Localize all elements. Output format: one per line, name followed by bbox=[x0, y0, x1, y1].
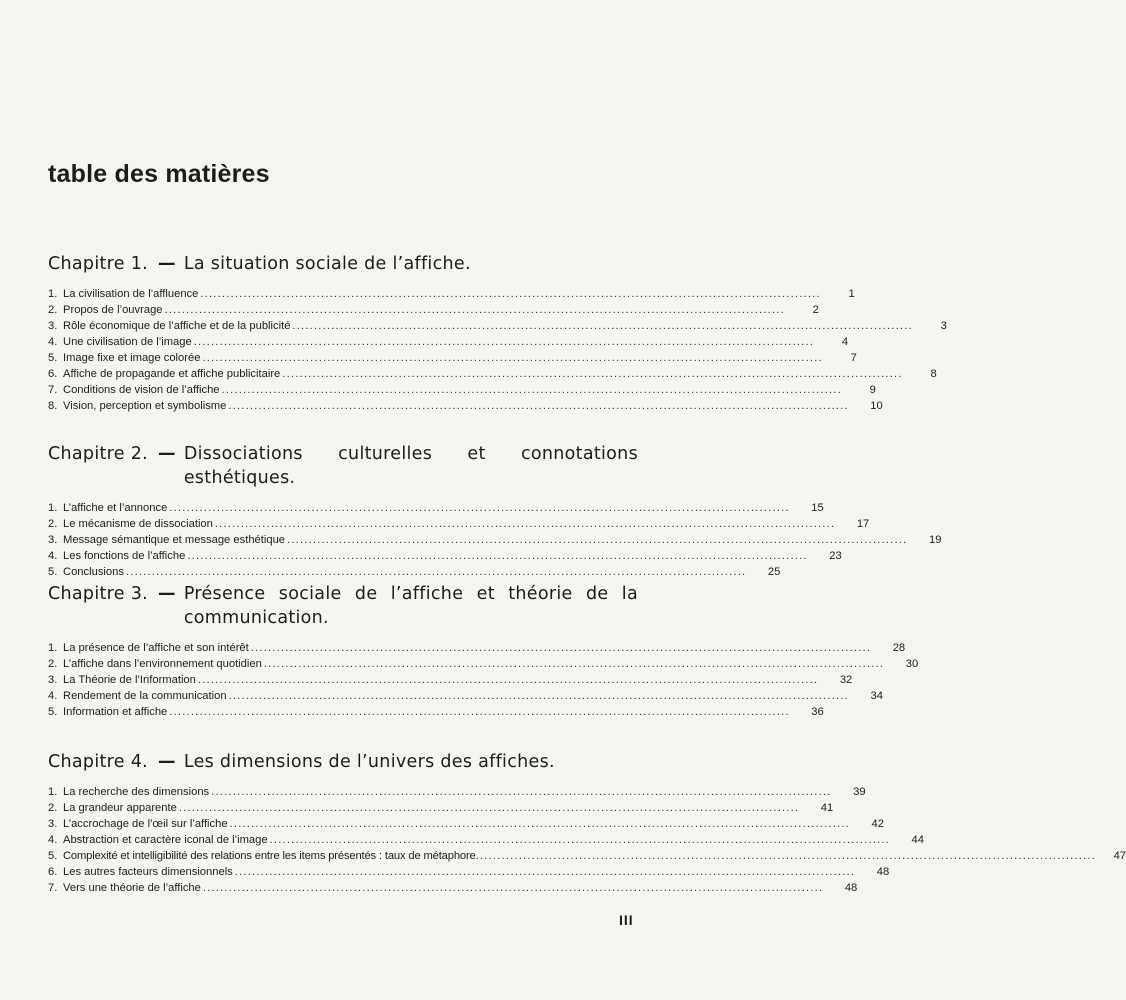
toc-entry bbox=[48, 350, 857, 366]
entry-title: Les fonctions de l’affiche bbox=[63, 550, 186, 562]
entry-page: 10 bbox=[870, 400, 883, 412]
entry-page: 44 bbox=[911, 834, 924, 846]
chapter-title: Les dimensions de l’univers des affiches. bbox=[183, 752, 555, 772]
entry-title: L’affiche dans l’environnement quotidien bbox=[63, 658, 262, 670]
toc-entry bbox=[48, 816, 884, 832]
chapter-dash: — bbox=[158, 584, 176, 604]
chapter-number: Chapitre 2. bbox=[48, 444, 149, 464]
toc-entry bbox=[48, 516, 870, 532]
toc-entry bbox=[48, 800, 834, 816]
entry-title: Vers une théorie de l’affiche bbox=[63, 882, 201, 894]
entry-page: 41 bbox=[820, 802, 834, 814]
dot-leader: ................................................................................................................................................ bbox=[263, 658, 885, 670]
entry-page: 39 bbox=[853, 786, 866, 798]
entry-title: Information et affiche bbox=[63, 706, 168, 718]
toc-entry bbox=[48, 672, 853, 688]
dot-leader: ................................................................................................................................................ bbox=[292, 320, 913, 332]
entry-number: 6. bbox=[48, 866, 58, 878]
chapter-2 bbox=[48, 442, 942, 580]
dot-leader: ................................................................................................................................................ bbox=[202, 352, 823, 364]
entry-page: 8 bbox=[930, 368, 937, 380]
entry-number: 5. bbox=[48, 566, 58, 578]
chapter-title: Présence sociale de l’affiche et théorie de la communication. bbox=[183, 584, 638, 628]
entry-title: L’accrochage de l’œil sur l’affiche bbox=[63, 818, 228, 830]
chapter-heading bbox=[48, 442, 638, 490]
entry-title: Rendement de la communication bbox=[63, 690, 227, 702]
entry-number: 2. bbox=[48, 304, 58, 316]
dot-leader: ................................................................................................................................................ bbox=[125, 566, 747, 578]
dot-leader: ................................................................................................................................................ bbox=[234, 866, 856, 878]
entry-title: La recherche des dimensions bbox=[63, 786, 210, 798]
chapter-number: Chapitre 4. bbox=[48, 752, 149, 772]
entry-title: Message sémantique et message esthétique bbox=[63, 534, 286, 546]
entry-number: 4. bbox=[48, 690, 58, 702]
entry-number: 3. bbox=[48, 674, 58, 686]
entry-page: 3 bbox=[940, 320, 947, 332]
entry-page: 47 bbox=[1113, 850, 1126, 862]
toc-entry bbox=[48, 832, 924, 848]
toc-entry bbox=[48, 302, 819, 318]
entry-page: 7 bbox=[850, 352, 857, 364]
chapter-dash: — bbox=[158, 752, 176, 772]
chapter-title: La situation sociale de l’affiche. bbox=[183, 254, 471, 274]
toc-entry bbox=[48, 398, 883, 414]
dot-leader: ................................................................................................................................................ bbox=[169, 502, 790, 514]
entry-number: 4. bbox=[48, 336, 58, 348]
chapter-number: Chapitre 1. bbox=[48, 254, 149, 274]
entry-title: La grandeur apparente bbox=[63, 802, 177, 814]
dot-leader: ................................................................................................................................................ bbox=[197, 674, 819, 686]
dot-leader: ................................................................................................................................................ bbox=[250, 642, 872, 654]
entry-page: 15 bbox=[811, 502, 824, 514]
chapter-dash: — bbox=[158, 254, 176, 274]
entry-number: 7. bbox=[48, 882, 58, 894]
dot-leader: ................................................................................................................................................ bbox=[193, 336, 815, 348]
toc-entry bbox=[48, 286, 855, 302]
dot-leader: ................................................................................................................................................ bbox=[229, 818, 850, 830]
dot-leader: ................................................................................................................................................ bbox=[287, 534, 908, 546]
entry-page: 30 bbox=[905, 658, 919, 670]
entry-title: Les autres facteurs dimensionnels bbox=[63, 866, 233, 878]
chapter-dash: — bbox=[158, 444, 176, 464]
entry-title: Complexité et intelligibilité des relations entre les items présentés : taux de métaphore bbox=[63, 850, 476, 862]
toc-entry bbox=[48, 318, 947, 334]
entry-title: Propos de l’ouvrage bbox=[63, 304, 163, 316]
entry-page: 34 bbox=[870, 690, 883, 702]
entry-number: 7. bbox=[48, 384, 58, 396]
entry-number: 3. bbox=[48, 818, 58, 830]
chapter-3 bbox=[48, 582, 919, 720]
chapter-heading bbox=[48, 582, 638, 630]
toc-entry bbox=[48, 366, 937, 382]
entry-page: 9 bbox=[869, 384, 876, 396]
toc-entry bbox=[48, 334, 849, 350]
entry-page: 2 bbox=[812, 304, 819, 316]
entry-number: 4. bbox=[48, 834, 58, 846]
page-number: III bbox=[619, 912, 634, 928]
entry-title: Vision, perception et symbolisme bbox=[63, 400, 227, 412]
entry-number: 2. bbox=[48, 658, 58, 670]
toc-entry bbox=[48, 704, 824, 720]
dot-leader: ................................................................................................................................................ bbox=[221, 384, 842, 396]
toc-entry bbox=[48, 500, 824, 516]
entry-title: La civilisation de l’affluence bbox=[63, 288, 199, 300]
dot-leader: ................................................................................................................................................ bbox=[228, 690, 849, 702]
entry-page: 23 bbox=[829, 550, 842, 562]
entry-page: 42 bbox=[871, 818, 884, 830]
dot-leader: ................................................................................................................................................ bbox=[178, 802, 800, 814]
toc-entry bbox=[48, 880, 858, 896]
toc-entry bbox=[48, 864, 890, 880]
entry-page: 28 bbox=[892, 642, 906, 654]
entry-number: 1. bbox=[48, 502, 58, 514]
toc-entry bbox=[48, 848, 1126, 864]
entry-title: Abstraction et caractère iconal de l’image bbox=[63, 834, 268, 846]
entry-page: 25 bbox=[767, 566, 781, 578]
toc-entry bbox=[48, 640, 906, 656]
entry-title: Conditions de vision de l’affiche bbox=[63, 384, 220, 396]
entry-page: 4 bbox=[841, 336, 849, 348]
toc-entry bbox=[48, 532, 942, 548]
entry-page: 32 bbox=[839, 674, 853, 686]
dot-leader: ................................................................................................................................................ bbox=[214, 518, 836, 530]
entry-title: Image fixe et image colorée bbox=[63, 352, 201, 364]
entry-page: 1 bbox=[848, 288, 855, 300]
entry-title: Conclusions bbox=[63, 566, 124, 578]
chapter-heading bbox=[48, 252, 638, 276]
entry-number: 1. bbox=[48, 642, 58, 654]
entry-title: Affiche de propagande et affiche publicitaire bbox=[63, 368, 281, 380]
chapter-title: Dissociations culturelles et connotations esthétiques. bbox=[183, 444, 638, 488]
chapter-1 bbox=[48, 252, 947, 414]
chapter-number: Chapitre 3. bbox=[48, 584, 149, 604]
entry-number: 3. bbox=[48, 534, 58, 546]
entry-number: 5. bbox=[48, 850, 58, 862]
entry-page: 36 bbox=[811, 706, 824, 718]
entry-number: 3. bbox=[48, 320, 58, 332]
entry-number: 5. bbox=[48, 352, 58, 364]
entry-title: L’affiche et l’annonce bbox=[63, 502, 168, 514]
entry-title: Le mécanisme de dissociation bbox=[63, 518, 213, 530]
chapter-4 bbox=[48, 750, 1126, 896]
entry-number: 2. bbox=[48, 802, 58, 814]
dot-leader: ................................................................................................................................................ bbox=[228, 400, 849, 412]
toc-entry bbox=[48, 564, 781, 580]
entry-title: Une civilisation de l’image bbox=[63, 336, 192, 348]
entry-title: La présence de l’affiche et son intérêt bbox=[63, 642, 249, 654]
entry-number: 5. bbox=[48, 706, 58, 718]
dot-leader: ................................................................................................................................................ bbox=[211, 786, 832, 798]
dot-leader: ................................................................................................................................................ bbox=[169, 706, 790, 718]
dot-leader: ................................................................................................................................................ bbox=[269, 834, 890, 846]
dot-leader: ................................................................................................................................................ bbox=[200, 288, 821, 300]
toc-entry bbox=[48, 382, 876, 398]
entry-number: 8. bbox=[48, 400, 58, 412]
toc-entry bbox=[48, 688, 883, 704]
page-title: table des matières bbox=[48, 160, 270, 188]
dot-leader: ................................................................................................................................................ bbox=[475, 850, 1097, 862]
dot-leader: ................................................................................................................................................ bbox=[282, 368, 903, 380]
entry-page: 48 bbox=[844, 882, 858, 894]
entry-number: 1. bbox=[48, 786, 58, 798]
toc-entry bbox=[48, 548, 842, 564]
entry-page: 48 bbox=[876, 866, 890, 878]
entry-number: 6. bbox=[48, 368, 58, 380]
entry-number: 2. bbox=[48, 518, 58, 530]
entry-page: 17 bbox=[856, 518, 870, 530]
entry-number: 1. bbox=[48, 288, 58, 300]
dot-leader: ................................................................................................................................................ bbox=[164, 304, 785, 316]
toc-entry bbox=[48, 656, 919, 672]
entry-page: 19 bbox=[928, 534, 942, 546]
chapter-heading bbox=[48, 750, 638, 774]
entry-number: 4. bbox=[48, 550, 58, 562]
entry-title: Rôle économique de l’affiche et de la publicité bbox=[63, 320, 291, 332]
dot-leader: ................................................................................................................................................ bbox=[202, 882, 824, 894]
toc-entry bbox=[48, 784, 866, 800]
dot-leader: ................................................................................................................................................ bbox=[187, 550, 808, 562]
entry-title: La Théorie de l’Information bbox=[63, 674, 196, 686]
